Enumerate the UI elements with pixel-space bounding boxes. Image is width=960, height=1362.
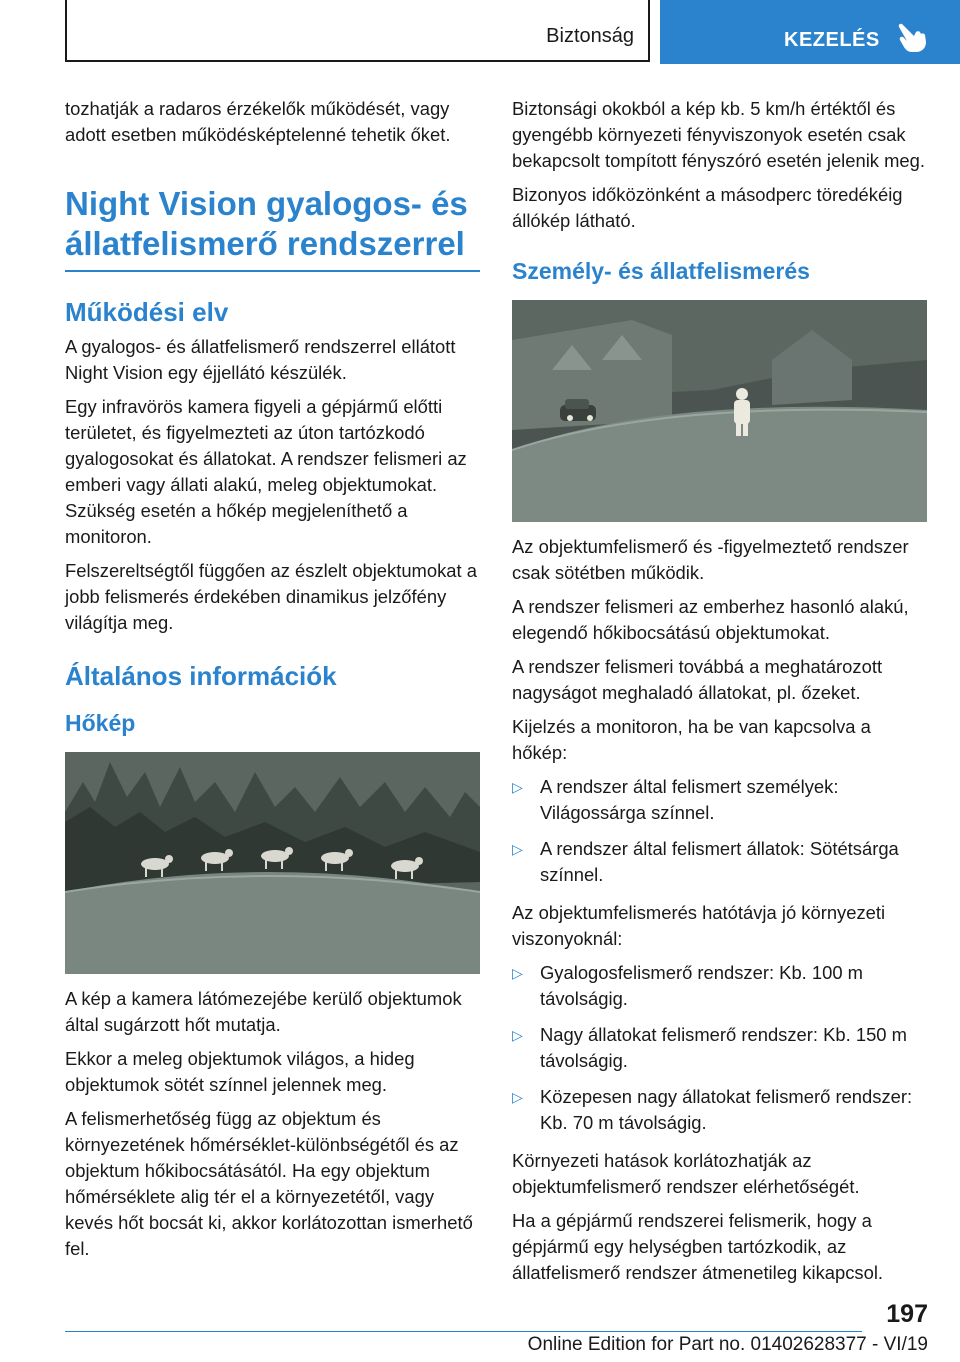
footer-edition-text: Online Edition for Part no. 01402628377 - VI/19 bbox=[527, 1334, 928, 1355]
title-divider bbox=[65, 270, 480, 272]
triangle-bullet-icon: ▷ bbox=[512, 779, 523, 795]
heading-general-information: Általános információk bbox=[65, 661, 337, 691]
footer-divider bbox=[65, 1331, 862, 1332]
thermal-image-pedestrian-figure bbox=[512, 300, 927, 522]
paragraph: Az objektumfelismerés hatótávja jó környezeti viszonyoknál: bbox=[512, 902, 886, 949]
header-section-box bbox=[65, 0, 650, 62]
paragraph: Ekkor a meleg objektumok világos, a hideg objektumok sötét színnel jelennek meg. bbox=[65, 1048, 415, 1095]
paragraph: A kép a kamera látómezejébe kerülő objektumok által sugárzott hőt mutatja. bbox=[65, 988, 462, 1035]
header-chapter-title: KEZELÉS bbox=[784, 29, 880, 51]
heading-operating-principle: Működési elv bbox=[65, 297, 229, 327]
list-item: ▷ Nagy állatokat felismerő rendszer: Kb. 150 m távolságig. bbox=[512, 1024, 907, 1071]
paragraph: Kijelzés a monitoron, ha be van kapcsolva a hőkép: bbox=[512, 716, 871, 763]
paragraph: Az objektumfelismerő és -figyelmeztető rendszer csak sötétben működik. bbox=[512, 536, 909, 583]
list-item: ▷ A rendszer által felismert állatok: Sötétsárga színnel. bbox=[512, 838, 899, 885]
page-number: 197 bbox=[886, 1300, 928, 1328]
heading-thermal-image: Hőkép bbox=[65, 710, 136, 736]
display-color-list bbox=[512, 774, 927, 888]
paragraph: Bizonyos időközönként a másodperc töredékéig állókép látható. bbox=[512, 184, 903, 231]
paragraph: Környezeti hatások korlátozhatják az objektumfelismerő rendszer elérhetőségét. bbox=[512, 1150, 860, 1197]
heading-person-animal-detection: Személy- és állatfelismerés bbox=[512, 258, 810, 284]
paragraph: A rendszer felismeri továbbá a meghatározott nagyságot meghaladó állatokat, pl. őzeket. bbox=[512, 656, 883, 703]
paragraph: A gyalogos- és állatfelismerő rendszerrel ellátott Night Vision egy éjjellátó készülék. bbox=[65, 336, 456, 383]
triangle-bullet-icon: ▷ bbox=[512, 1089, 523, 1105]
list-item: ▷ Közepesen nagy állatokat felismerő rendszer: Kb. 70 m távolságig. bbox=[512, 1086, 913, 1133]
hand-pointing-icon bbox=[896, 20, 928, 54]
left-column bbox=[65, 96, 480, 1270]
list-item: ▷ A rendszer által felismert személyek: Világossárga színnel. bbox=[512, 776, 839, 823]
right-column bbox=[512, 96, 927, 1294]
header-chapter-tab bbox=[660, 0, 960, 64]
detection-range-list bbox=[512, 960, 927, 1136]
header-section-title: Biztonság bbox=[546, 25, 634, 47]
intro-paragraph: tozhatják a radaros érzékelők működését, vagy adott esetben működésképtelenné tehetik őket. bbox=[65, 98, 451, 145]
triangle-bullet-icon: ▷ bbox=[512, 1027, 523, 1043]
paragraph: Biztonsági okokból a kép kb. 5 km/h értéktől és gyengébb környezeti fényviszonyok esetén csak bekapcsolt tompított fényszóró esetén jelenik meg. bbox=[512, 98, 925, 171]
paragraph: Felszereltségtől függően az észlelt objektumokat a jobb felismerés érdekében dinamikus jelzőfény világítja meg. bbox=[65, 560, 477, 633]
section-title: Night Vision gyalogos- és állatfelismerő rendszerrel bbox=[65, 185, 468, 262]
thermal-image-animals-figure bbox=[65, 752, 480, 974]
triangle-bullet-icon: ▷ bbox=[512, 841, 523, 857]
paragraph: A felismerhetőség függ az objektum és környezetének hőmérséklet-különbségétől és az objektum hőkibocsátásától. Ha egy objektum hőmérséklete alig tér el a környezetétől, vagy kevés hőt bocsát ki, akkor korlátozottan ismerhető fel. bbox=[65, 1108, 473, 1259]
triangle-bullet-icon: ▷ bbox=[512, 965, 523, 981]
paragraph: A rendszer felismeri az emberhez hasonló alakú, elegendő hőkibocsátású objektumokat. bbox=[512, 596, 909, 643]
paragraph: Ha a gépjármű rendszerei felismerik, hogy a gépjármű egy helységben tartózkodik, az állatfelismerő rendszer átmenetileg kikapcsol. bbox=[512, 1210, 884, 1283]
list-item: ▷ Gyalogosfelismerő rendszer: Kb. 100 m távolságig. bbox=[512, 962, 864, 1009]
paragraph: Egy infravörös kamera figyeli a gépjármű előtti területet, és figyelmezteti az úton tartózkodó gyalogosokat és állatokat. A rendszer felismeri az emberi vagy állati alakú, meleg objektumokat. Szükség esetén a hőkép megjeleníthető a monitoron. bbox=[65, 396, 467, 547]
